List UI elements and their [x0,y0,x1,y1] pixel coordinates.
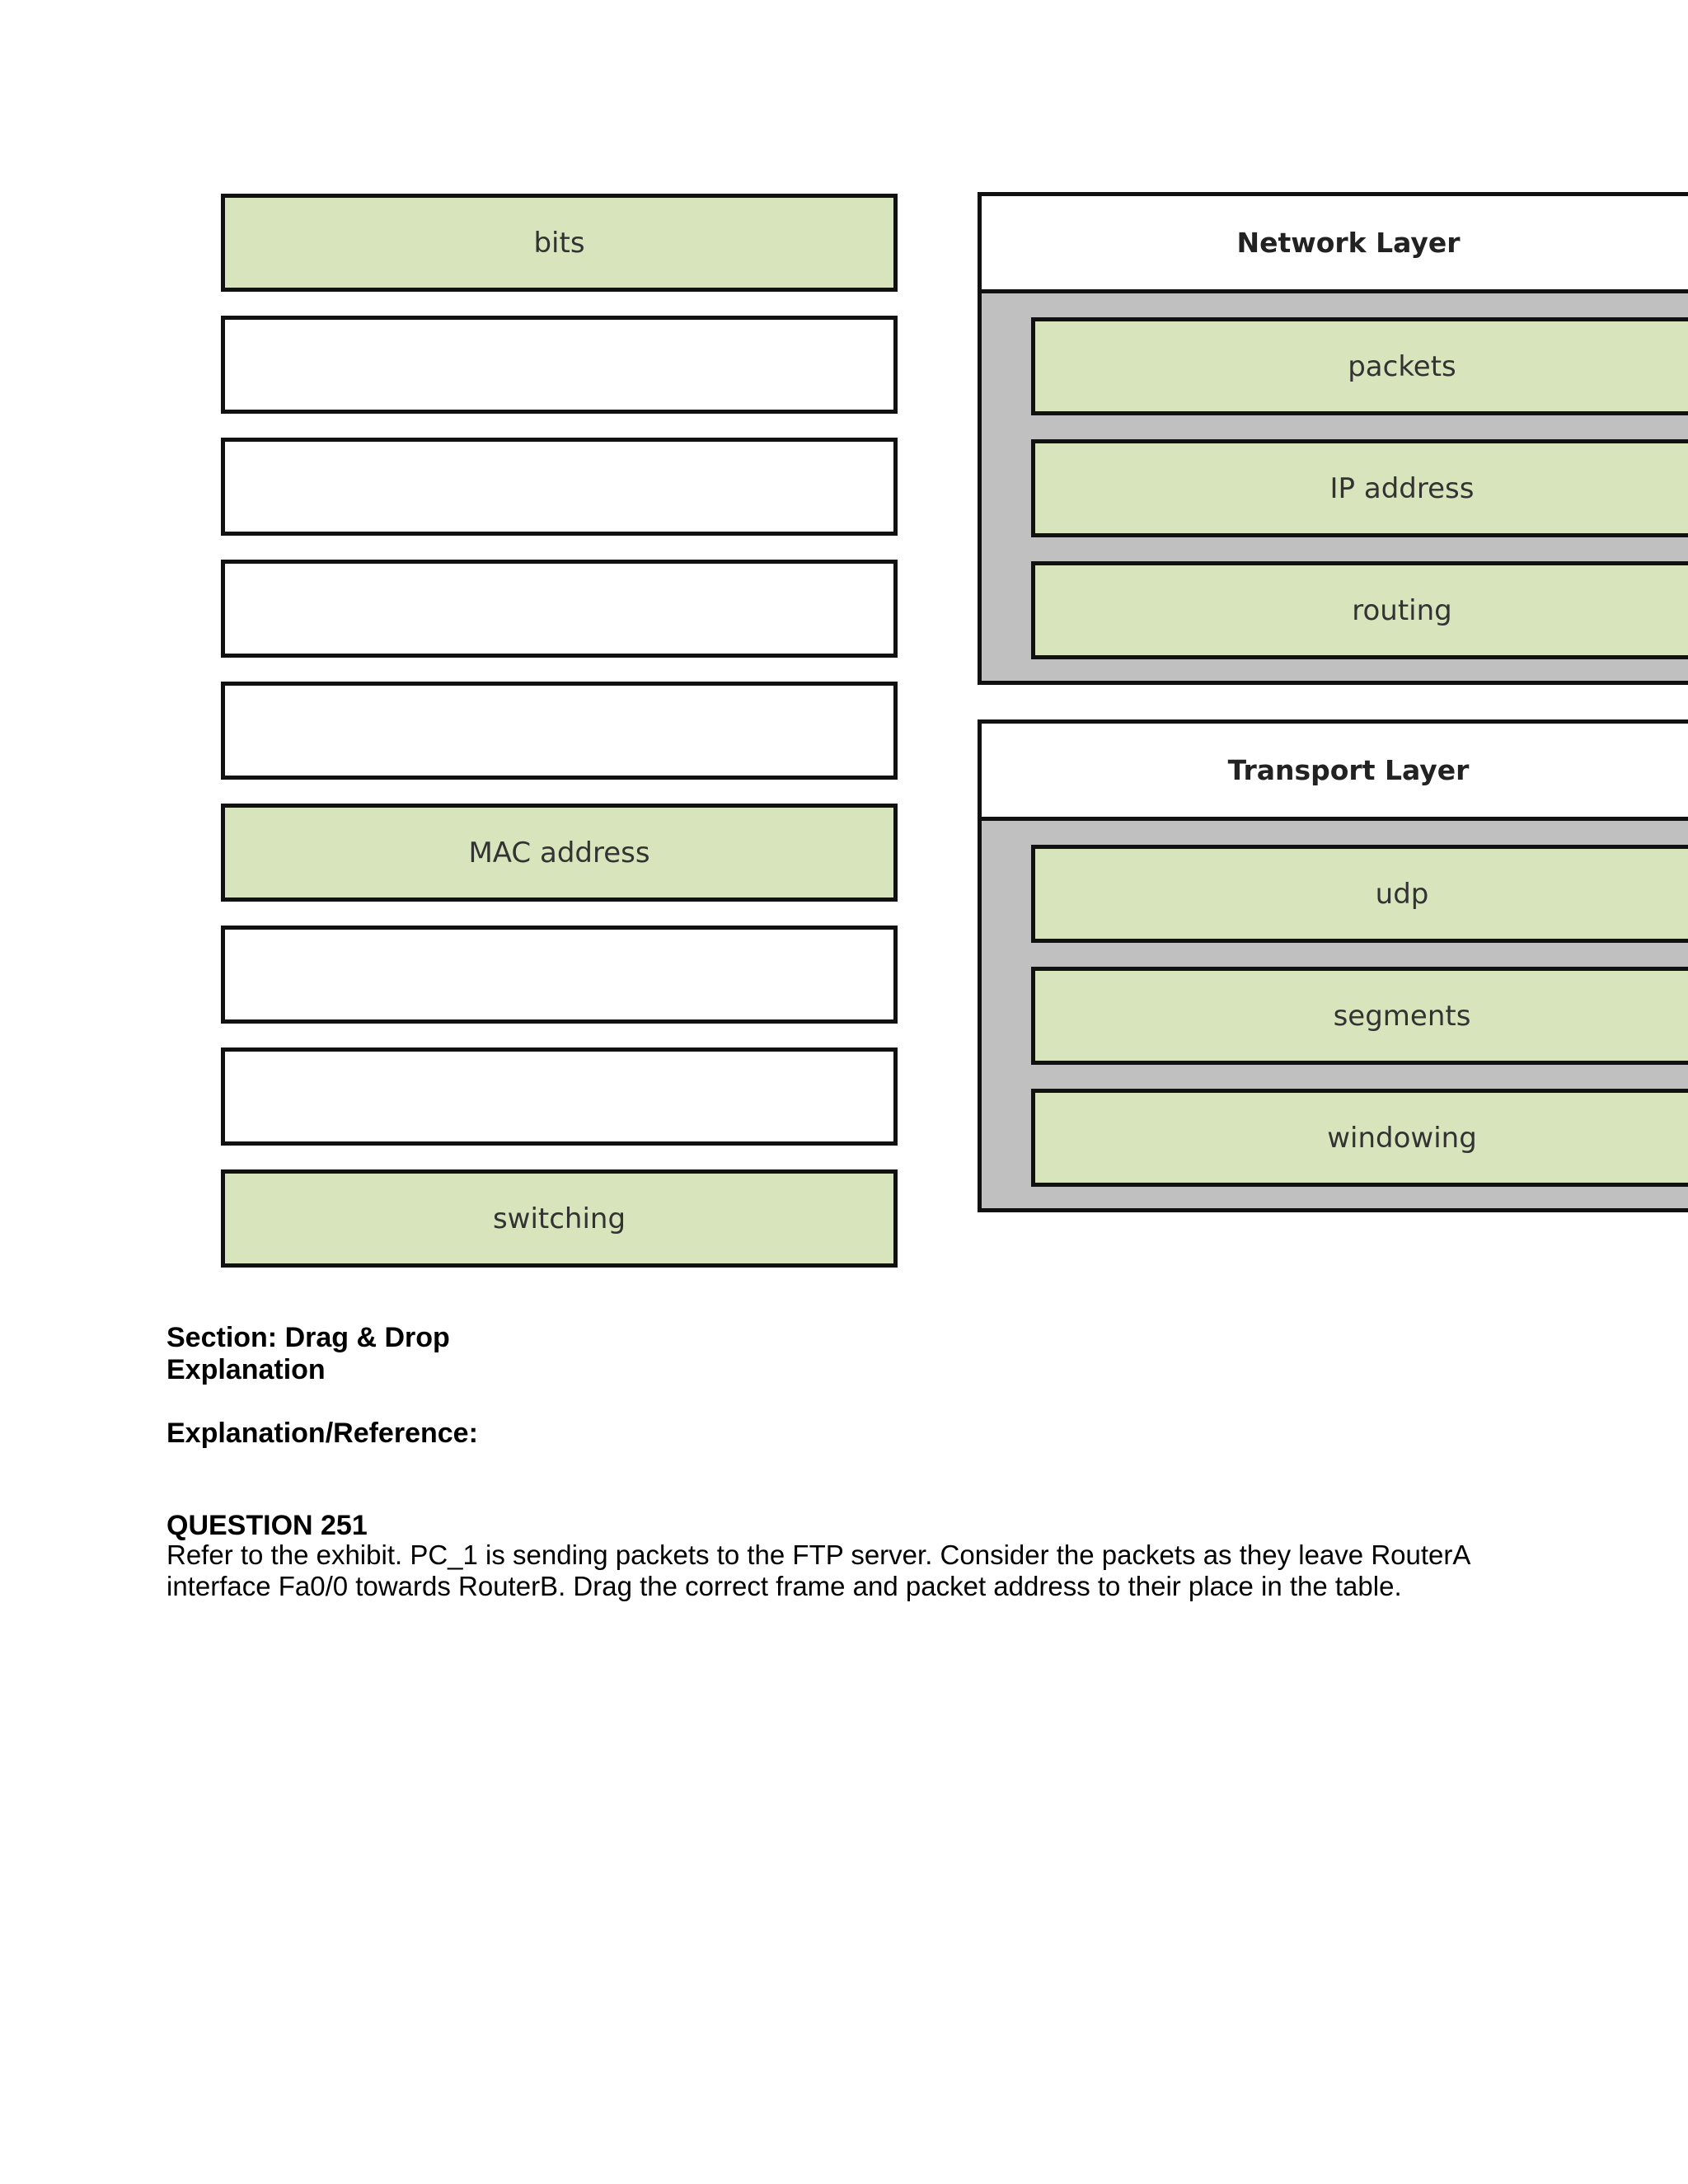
transport-layer-title: Transport Layer [982,724,1688,821]
question-line-2: interface Fa0/0 towards RouterB. Drag the correct frame and packet address to their place in the table. [166,1571,1402,1601]
drop-target-5[interactable] [221,682,898,780]
network-layer-panel [978,192,1688,685]
drop-target-4[interactable] [221,560,898,658]
drop-target-7[interactable] [221,926,898,1024]
transport-item-udp[interactable]: udp [1031,845,1688,943]
drop-target-6[interactable]: MAC address [221,804,898,902]
network-item-routing[interactable]: routing [1031,561,1688,659]
transport-layer-panel [978,719,1688,1212]
network-item-ip-address[interactable]: IP address [1031,439,1688,537]
drop-target-9[interactable]: switching [221,1169,898,1268]
section-label: Section: Drag & Drop [166,1322,450,1353]
drop-target-3[interactable] [221,438,898,536]
explanation-label: Explanation [166,1354,326,1385]
question-text [166,1540,1518,1602]
explanation-reference-label: Explanation/Reference: [166,1418,478,1449]
transport-item-windowing[interactable]: windowing [1031,1089,1688,1187]
network-item-packets[interactable]: packets [1031,317,1688,415]
drop-target-2[interactable] [221,316,898,414]
drop-target-1[interactable]: bits [221,194,898,292]
question-line-1: Refer to the exhibit. PC_1 is sending packets to the FTP server. Consider the packets as they leave RouterA [166,1540,1471,1570]
drop-target-8[interactable] [221,1047,898,1146]
transport-item-segments[interactable]: segments [1031,967,1688,1065]
question-title: QUESTION 251 [166,1510,368,1541]
network-layer-title: Network Layer [982,196,1688,293]
